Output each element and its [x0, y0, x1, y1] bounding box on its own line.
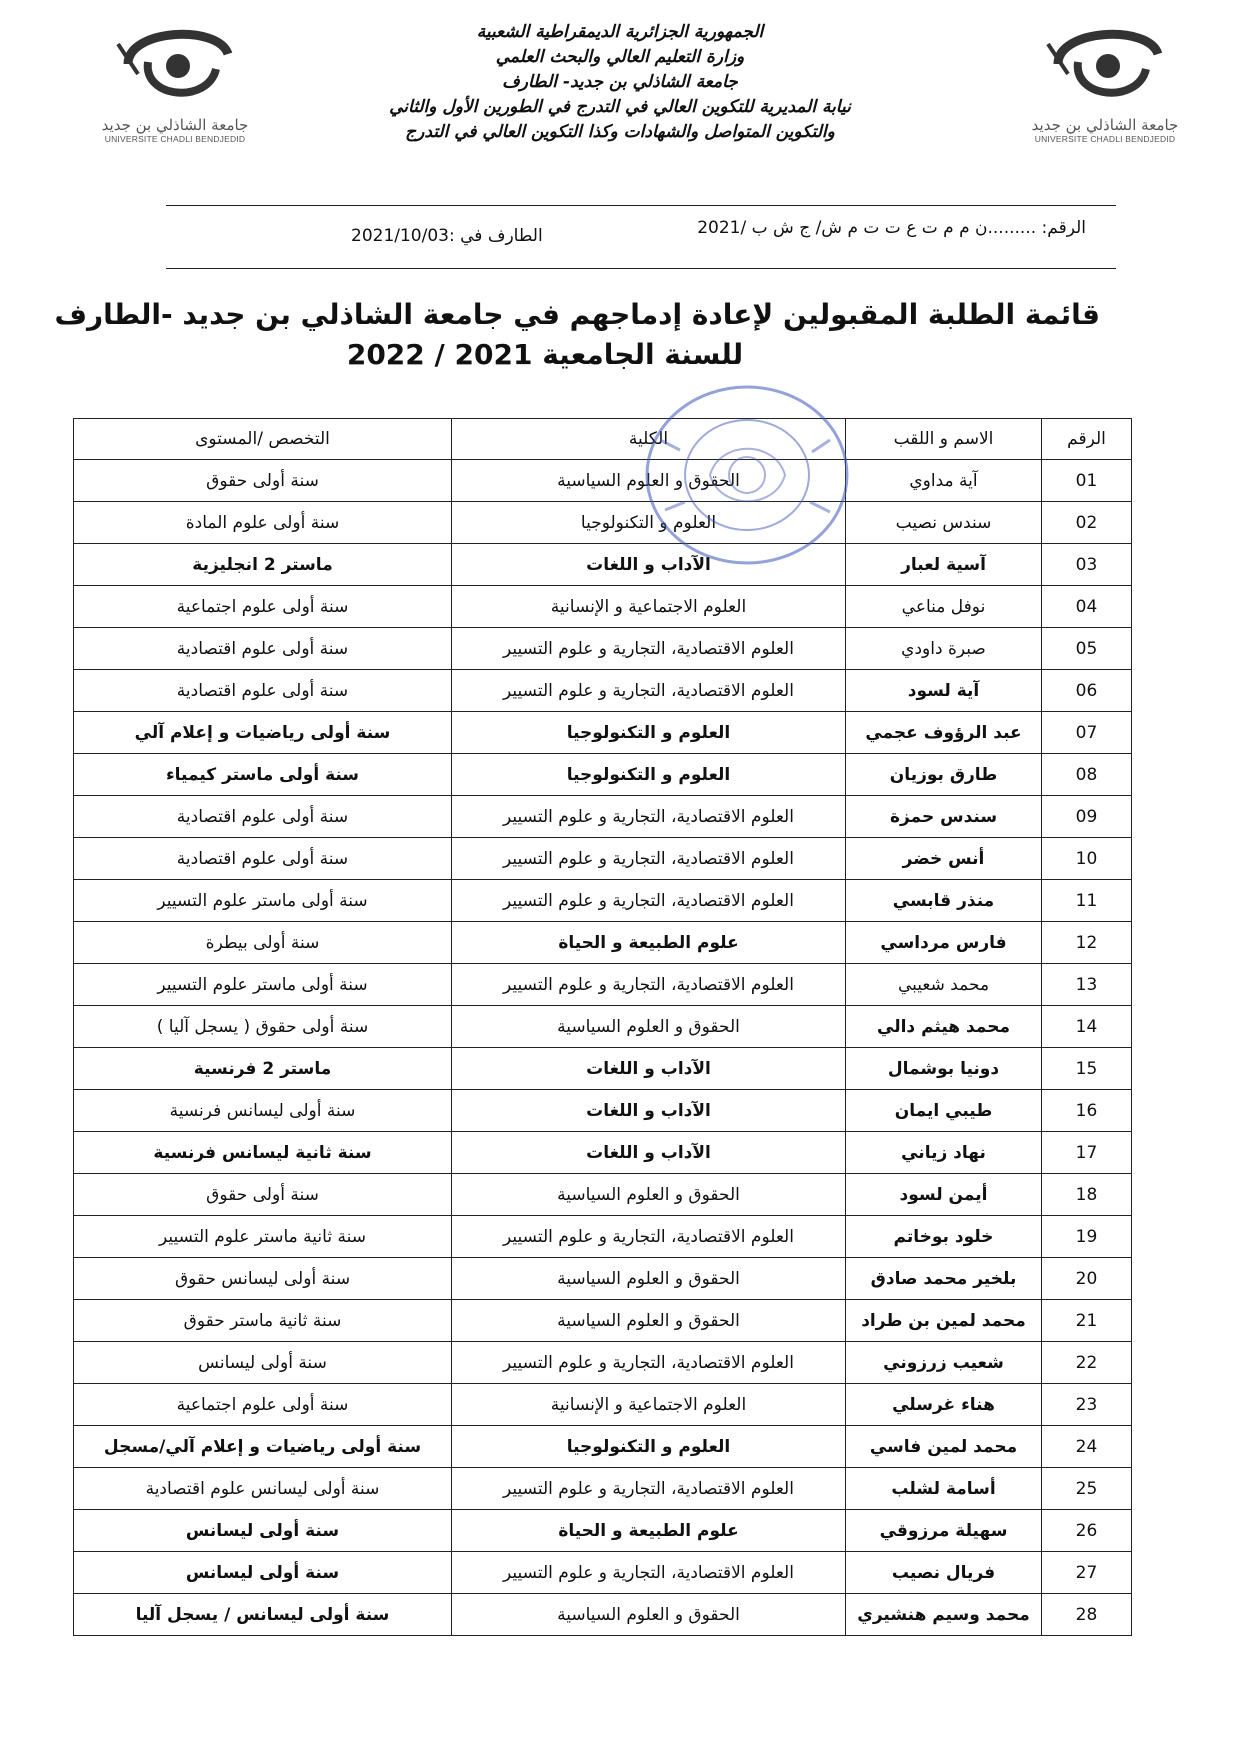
row-specialty: سنة أولى ليسانس: [74, 1342, 452, 1384]
row-name: أنس خضر: [846, 838, 1042, 880]
table-row: [74, 796, 1132, 838]
row-number: 22: [1042, 1342, 1132, 1384]
row-faculty: الحقوق و العلوم السياسية: [452, 1258, 846, 1300]
table-row: [74, 1342, 1132, 1384]
row-number: 25: [1042, 1468, 1132, 1510]
table-row: [74, 1300, 1132, 1342]
row-specialty: سنة أولى حقوق: [74, 460, 452, 502]
row-specialty: سنة أولى ماستر علوم التسيير: [74, 880, 452, 922]
row-name: أيمن لسود: [846, 1174, 1042, 1216]
row-specialty: ماستر 2 انجليزية: [74, 544, 452, 586]
row-specialty: سنة أولى علوم المادة: [74, 502, 452, 544]
row-specialty: سنة أولى ليسانس علوم اقتصادية: [74, 1468, 452, 1510]
table-row: [74, 1258, 1132, 1300]
row-faculty: علوم الطبيعة و الحياة: [452, 922, 846, 964]
document-header: [300, 20, 940, 145]
row-name: محمد لمين فاسي: [846, 1426, 1042, 1468]
row-number: 06: [1042, 670, 1132, 712]
table-row: [74, 1594, 1132, 1636]
row-specialty: سنة ثانية ماستر حقوق: [74, 1300, 452, 1342]
row-name: أسامة لشلب: [846, 1468, 1042, 1510]
row-name: محمد هيثم دالي: [846, 1006, 1042, 1048]
table-row: [74, 1006, 1132, 1048]
table-row: [74, 1132, 1132, 1174]
row-specialty: سنة أولى ليسانس حقوق: [74, 1258, 452, 1300]
table-row: [74, 712, 1132, 754]
row-number: 18: [1042, 1174, 1132, 1216]
row-number: 11: [1042, 880, 1132, 922]
row-faculty: الحقوق و العلوم السياسية: [452, 460, 846, 502]
row-number: 19: [1042, 1216, 1132, 1258]
row-name: فارس مرداسي: [846, 922, 1042, 964]
table-row: [74, 544, 1132, 586]
row-name: هناء غرسلي: [846, 1384, 1042, 1426]
table-row: [74, 460, 1132, 502]
row-specialty: سنة أولى بيطرة: [74, 922, 452, 964]
table-row: [74, 880, 1132, 922]
row-specialty: سنة أولى رياضيات و إعلام آلي: [74, 712, 452, 754]
row-number: 05: [1042, 628, 1132, 670]
divider-bottom: [166, 268, 1116, 269]
logo-name-ar: جامعة الشاذلي بن جديد: [101, 116, 249, 134]
university-logo-right: [1020, 14, 1190, 149]
row-faculty: الحقوق و العلوم السياسية: [452, 1300, 846, 1342]
table-row: [74, 838, 1132, 880]
table-row: [74, 1174, 1132, 1216]
row-specialty: سنة أولى ليسانس فرنسية: [74, 1090, 452, 1132]
header-faculty: الكلية: [452, 419, 846, 460]
university-logo-left: [90, 14, 260, 149]
table-row: [74, 628, 1132, 670]
row-name: منذر قابسي: [846, 880, 1042, 922]
logo-name-fr: UNIVERSITE CHADLI BENDJEDID: [104, 134, 246, 144]
table-row: [74, 922, 1132, 964]
header-line-directorate: نيابة المديرية للتكوين العالي في التدرج في الطورين الأول والثاني: [389, 97, 851, 117]
row-number: 23: [1042, 1384, 1132, 1426]
row-faculty: العلوم و التكنولوجيا: [452, 502, 846, 544]
logo-name-ar: جامعة الشاذلي بن جديد: [1031, 116, 1179, 134]
row-number: 02: [1042, 502, 1132, 544]
table-row: [74, 964, 1132, 1006]
row-faculty: الحقوق و العلوم السياسية: [452, 1594, 846, 1636]
row-specialty: ماستر 2 فرنسية: [74, 1048, 452, 1090]
students-table: [73, 418, 1132, 1636]
row-faculty: العلوم الاقتصادية، التجارية و علوم التسيير: [452, 1342, 846, 1384]
row-specialty: سنة أولى علوم اقتصادية: [74, 628, 452, 670]
row-specialty: سنة أولى علوم اقتصادية: [74, 838, 452, 880]
row-faculty: العلوم الاجتماعية و الإنسانية: [452, 1384, 846, 1426]
table-row: [74, 1510, 1132, 1552]
row-faculty: العلوم الاقتصادية، التجارية و علوم التسيير: [452, 964, 846, 1006]
row-number: 07: [1042, 712, 1132, 754]
row-number: 08: [1042, 754, 1132, 796]
table-row: [74, 1426, 1132, 1468]
row-number: 27: [1042, 1552, 1132, 1594]
university-emblem-icon: [108, 14, 243, 114]
row-name: دونيا بوشمال: [846, 1048, 1042, 1090]
row-faculty: الآداب و اللغات: [452, 1048, 846, 1090]
row-faculty: الحقوق و العلوم السياسية: [452, 1174, 846, 1216]
row-faculty: الحقوق و العلوم السياسية: [452, 1006, 846, 1048]
table-row: [74, 1384, 1132, 1426]
row-number: 12: [1042, 922, 1132, 964]
header-line-ministry: وزارة التعليم العالي والبحث العلمي: [495, 47, 745, 67]
table-row: [74, 754, 1132, 796]
row-number: 20: [1042, 1258, 1132, 1300]
row-number: 28: [1042, 1594, 1132, 1636]
row-number: 03: [1042, 544, 1132, 586]
row-number: 16: [1042, 1090, 1132, 1132]
row-faculty: العلوم و التكنولوجيا: [452, 712, 846, 754]
row-number: 26: [1042, 1510, 1132, 1552]
row-name: خلود بوخاتم: [846, 1216, 1042, 1258]
header-number: الرقم: [1042, 419, 1132, 460]
university-emblem-icon: [1038, 14, 1173, 114]
row-name: نهاد زياني: [846, 1132, 1042, 1174]
row-specialty: سنة ثانية ليسانس فرنسية: [74, 1132, 452, 1174]
reference-row: [166, 212, 1116, 252]
row-faculty: العلوم الاقتصادية، التجارية و علوم التسيير: [452, 1552, 846, 1594]
row-number: 21: [1042, 1300, 1132, 1342]
row-faculty: العلوم الاقتصادية، التجارية و علوم التسيير: [452, 838, 846, 880]
row-faculty: العلوم الاقتصادية، التجارية و علوم التسيير: [452, 1468, 846, 1510]
reference-number: الرقم: .........ن م م ت ع ت ت م ش/ ج ش ب /2021: [697, 218, 1086, 238]
table-row: [74, 586, 1132, 628]
document-title: [54, 295, 1100, 375]
row-faculty: العلوم الاقتصادية، التجارية و علوم التسيير: [452, 670, 846, 712]
table-row: [74, 1090, 1132, 1132]
row-number: 04: [1042, 586, 1132, 628]
row-name: صبرة داودي: [846, 628, 1042, 670]
row-specialty: سنة أولى ماستر كيمياء: [74, 754, 452, 796]
row-specialty: سنة أولى حقوق ( يسجل آليا ): [74, 1006, 452, 1048]
title-line-2: للسنة الجامعية 2021 / 2022: [346, 338, 744, 371]
table-row: [74, 1048, 1132, 1090]
row-name: آسية لعبار: [846, 544, 1042, 586]
row-specialty: سنة أولى علوم اقتصادية: [74, 670, 452, 712]
row-name: سندس نصيب: [846, 502, 1042, 544]
row-faculty: العلوم و التكنولوجيا: [452, 754, 846, 796]
row-faculty: العلوم الاجتماعية و الإنسانية: [452, 586, 846, 628]
row-faculty: الآداب و اللغات: [452, 1090, 846, 1132]
header-line-republic: الجمهورية الجزائرية الديمقراطية الشعبية: [476, 22, 764, 42]
row-faculty: علوم الطبيعة و الحياة: [452, 1510, 846, 1552]
row-faculty: العلوم الاقتصادية، التجارية و علوم التسيير: [452, 796, 846, 838]
row-number: 10: [1042, 838, 1132, 880]
place-date: الطارف في :2021/10/03: [351, 226, 543, 246]
row-number: 17: [1042, 1132, 1132, 1174]
header-specialty: التخصص /المستوى: [74, 419, 452, 460]
row-name: آية مداوي: [846, 460, 1042, 502]
row-name: بلخير محمد صادق: [846, 1258, 1042, 1300]
table-row: [74, 502, 1132, 544]
row-number: 13: [1042, 964, 1132, 1006]
header-line-university: جامعة الشاذلي بن جديد- الطارف: [502, 72, 738, 92]
table-row: [74, 1468, 1132, 1510]
row-name: سهيلة مرزوقي: [846, 1510, 1042, 1552]
row-faculty: العلوم الاقتصادية، التجارية و علوم التسيير: [452, 880, 846, 922]
row-name: شعيب زرزوني: [846, 1342, 1042, 1384]
row-name: محمد شعيبي: [846, 964, 1042, 1006]
row-name: نوفل مناعي: [846, 586, 1042, 628]
row-name: محمد لمين بن طراد: [846, 1300, 1042, 1342]
row-faculty: العلوم الاقتصادية، التجارية و علوم التسيير: [452, 1216, 846, 1258]
row-number: 15: [1042, 1048, 1132, 1090]
logo-name-fr: UNIVERSITE CHADLI BENDJEDID: [1034, 134, 1176, 144]
table-row: [74, 1216, 1132, 1258]
row-specialty: سنة أولى ليسانس / يسجل آليا: [74, 1594, 452, 1636]
row-name: عبد الرؤوف عجمي: [846, 712, 1042, 754]
row-faculty: الآداب و اللغات: [452, 544, 846, 586]
row-specialty: سنة ثانية ماستر علوم التسيير: [74, 1216, 452, 1258]
header-line-directorate-cont: والتكوين المتواصل والشهادات وكذا التكوين العالي في التدرج: [405, 122, 835, 142]
row-number: 14: [1042, 1006, 1132, 1048]
row-number: 01: [1042, 460, 1132, 502]
row-name: آية لسود: [846, 670, 1042, 712]
table-row: [74, 670, 1132, 712]
row-specialty: سنة أولى حقوق: [74, 1174, 452, 1216]
table-header-row: [74, 419, 1132, 460]
row-faculty: العلوم و التكنولوجيا: [452, 1426, 846, 1468]
row-faculty: الآداب و اللغات: [452, 1132, 846, 1174]
row-name: طيبي ايمان: [846, 1090, 1042, 1132]
row-name: طارق بوزيان: [846, 754, 1042, 796]
row-specialty: سنة أولى علوم اجتماعية: [74, 586, 452, 628]
row-specialty: سنة أولى ليسانس: [74, 1552, 452, 1594]
row-specialty: سنة أولى رياضيات و إعلام آلي/مسجل: [74, 1426, 452, 1468]
divider-top: [166, 205, 1116, 206]
row-specialty: سنة أولى علوم اجتماعية: [74, 1384, 452, 1426]
row-specialty: سنة أولى ليسانس: [74, 1510, 452, 1552]
row-number: 24: [1042, 1426, 1132, 1468]
row-specialty: سنة أولى علوم اقتصادية: [74, 796, 452, 838]
row-specialty: سنة أولى ماستر علوم التسيير: [74, 964, 452, 1006]
title-line-1: قائمة الطلبة المقبولين لإعادة إدماجهم في جامعة الشاذلي بن جديد -الطارف: [54, 298, 1100, 331]
row-name: محمد وسيم هنشيري: [846, 1594, 1042, 1636]
header-name: الاسم و اللقب: [846, 419, 1042, 460]
row-name: فريال نصيب: [846, 1552, 1042, 1594]
row-number: 09: [1042, 796, 1132, 838]
row-faculty: العلوم الاقتصادية، التجارية و علوم التسيير: [452, 628, 846, 670]
table-row: [74, 1552, 1132, 1594]
row-name: سندس حمزة: [846, 796, 1042, 838]
